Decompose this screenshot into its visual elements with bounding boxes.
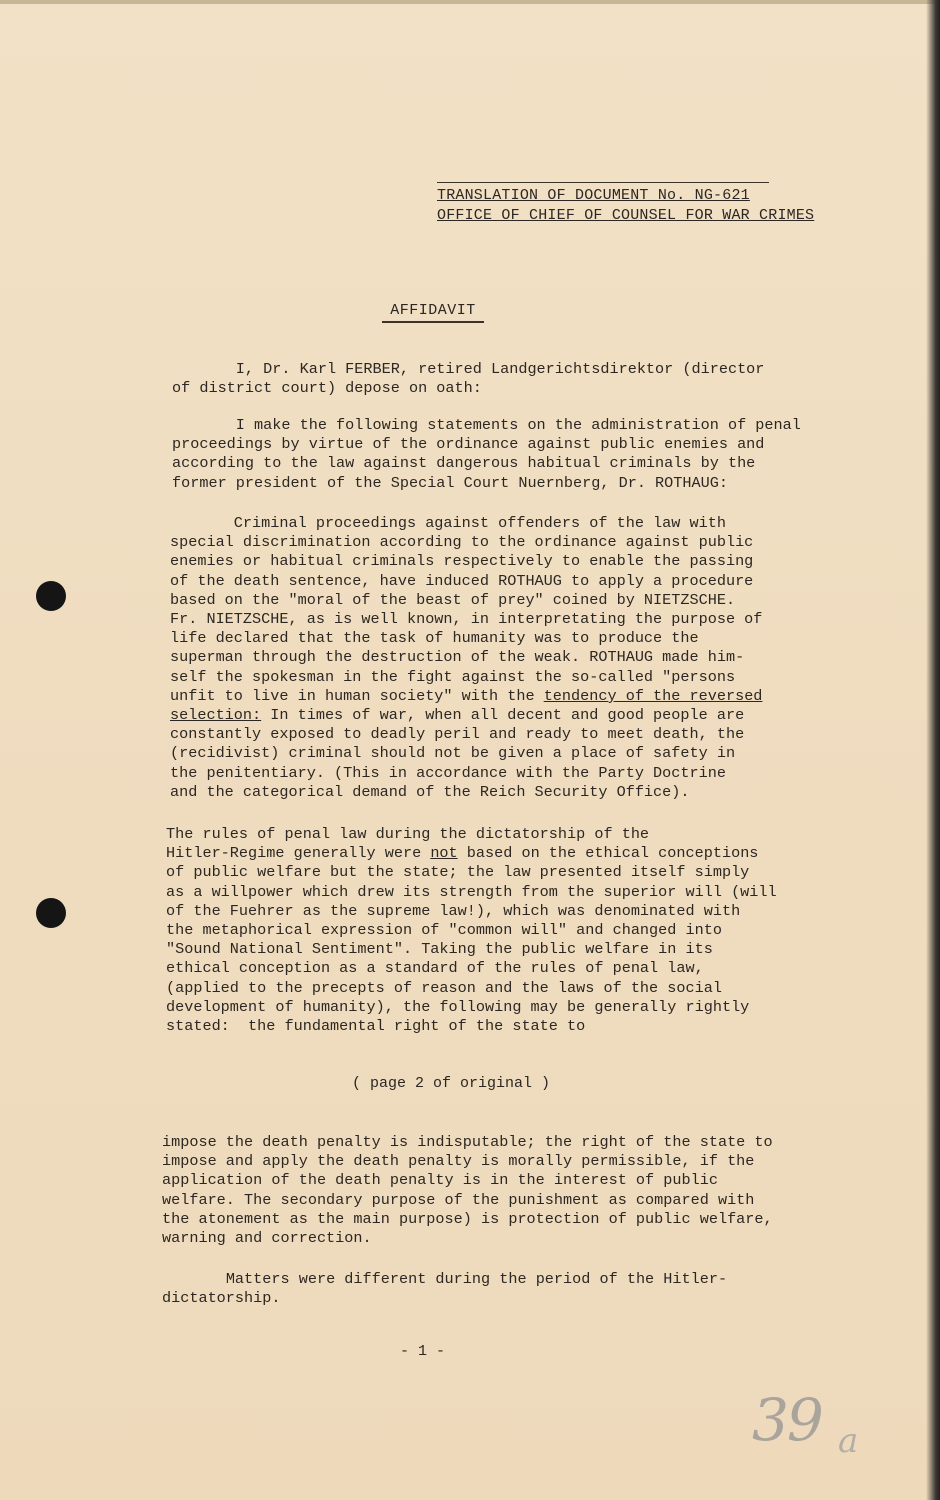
emphasis-not: not [430,844,458,863]
page-right-edge [926,0,940,1500]
matters-text [162,1270,226,1288]
paragraph-criminal-proceedings-text: Criminal proceedings against offenders of the law with special discrimination according to the ordinance against public enemies or habitual criminals respectively to enable the passing of the death sentence, have induced ROTHAUG to apply a procedure based on the "moral of the beast of prey" coined by NIETZSCHE. Fr. NIETZSCHE, as is well known, in interpretating the purpose of life declared that the task of humanity was to produce the superman through the destruction of the weak. ROTHAUG made him- self the spokesman in the fight against the so-called "persons unfit to live in human society" with the [170,514,763,705]
page-top-edge [0,0,940,4]
punch-hole-bottom [36,898,66,928]
header-translation-line: TRANSLATION OF DOCUMENT No. NG-621 [437,187,750,204]
reversed-selection-phrase: tendency of the reversed selection: [170,686,763,725]
affidavit-title: AFFIDAVIT [382,302,484,323]
paragraph-death-penalty: impose the death penalty is indisputable; the right of the state to impose and apply the death penalty is morally permissible, if the application of the death penalty is in the interest of public welfare. The secondary purpose of the punishment as compared with the atonement as the main purpose) is protection of public welfare, warning and correction. [162,1133,773,1248]
handwritten-letter: a [838,1421,859,1461]
paragraph-hitler-dictatorship [162,1270,727,1308]
matters-text-body: Matters were different during the period of the Hitler- dictatorship. [162,1270,728,1308]
page-number: - 1 - [400,1343,446,1360]
paragraph-rules-tail: based on the ethical conceptions of public welfare but the state; the law presented itself simply as a willpower which drew its strength from the superior will (will of the Fuehrer as the supreme law!), which was denominated with the metaphorical expression of "common will" and changed into "Sound National Sentiment". Taking the public welfare in its ethical conception as a standard of the rules of penal law, (applied to the precepts of reason and the laws of the social development of humanity), the following may be generally rightly stated: the fundamental right of the state to [166,844,777,1036]
paragraph-deponent: I, Dr. Karl FERBER, retired Landgerichtsdirektor (director of district court) depose on oath: [172,360,765,398]
paragraph-rules-penal-law [166,825,777,1036]
header-office-line: OFFICE OF CHIEF OF COUNSEL FOR WAR CRIMES [437,207,815,224]
paragraph-criminal-proceedings [170,514,762,802]
handwritten-page-number: 39 [752,1386,822,1454]
document-header [437,186,814,226]
paragraph-rules-text: The rules of penal law during the dictatorship of the Hitler-Regime generally were [166,825,650,863]
header-rule [437,182,769,183]
paragraph-criminal-proceedings-tail: In times of war, when all decent and good people are constantly exposed to deadly peril and ready to meet death, the (recidivist) criminal should not be given a place of safety in the penitentiary. (This in accordance with the Party Doctrine and the categorical demand of the Reich Security Office). [170,706,745,801]
punch-hole-top [36,581,66,611]
original-page-marker: ( page 2 of original ) [352,1075,551,1092]
paragraph-statements: I make the following statements on the administration of penal proceedings by virtue of the ordinance against public enemies and according to the law against dangerous habitual criminals by the former president of the Special Court Nuernberg, Dr. ROTHAUG: [172,416,801,492]
